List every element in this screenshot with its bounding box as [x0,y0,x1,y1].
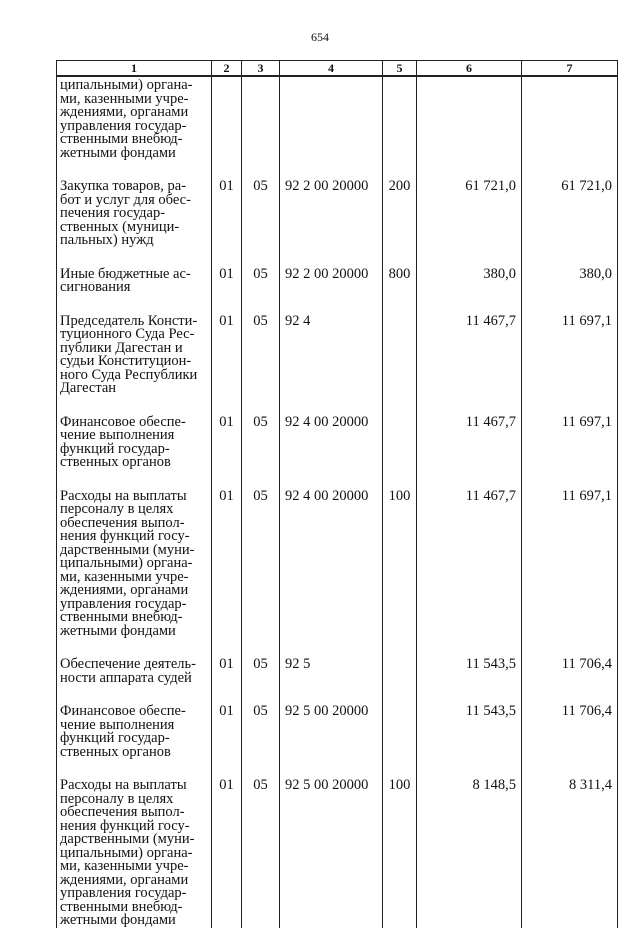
row-spacer [57,470,618,488]
row-amount-1-cell: 8 148,5 [417,777,522,928]
row-amount-1-cell [417,76,522,160]
row-section-cell: 01 [212,777,242,928]
row-amount-1-cell: 380,0 [417,266,522,295]
row-amount-2-cell: 11 697,1 [522,313,618,396]
table-row [57,313,618,396]
spacer-cell [242,160,280,178]
header-col-1: 1 [57,61,212,77]
row-name-cell: Закупка товаров, ра- бот и услуг для обес- печения государ- ственных (муници- пальных) нужд [57,178,212,248]
row-amount-1-cell: 11 467,7 [417,313,522,396]
row-amount-2-cell: 61 721,0 [522,178,618,248]
spacer-cell [522,685,618,703]
spacer-cell [383,160,417,178]
row-section-cell: 01 [212,313,242,396]
spacer-cell [242,470,280,488]
spacer-cell [383,759,417,777]
row-section-cell: 01 [212,178,242,248]
spacer-cell [57,248,212,266]
spacer-cell [417,295,522,313]
row-section-cell [212,76,242,160]
row-spacer [57,248,618,266]
spacer-cell [417,396,522,414]
row-expense-type-cell: 200 [383,178,417,248]
spacer-cell [417,160,522,178]
row-spacer [57,638,618,656]
spacer-cell [383,685,417,703]
row-target-article-cell: 92 2 00 20000 [280,266,383,295]
row-section-cell: 01 [212,266,242,295]
row-expense-type-cell [383,76,417,160]
row-expense-type-cell: 800 [383,266,417,295]
spacer-cell [212,638,242,656]
spacer-cell [522,248,618,266]
spacer-cell [212,759,242,777]
row-target-article-cell: 92 2 00 20000 [280,178,383,248]
row-target-article-cell: 92 4 00 20000 [280,488,383,639]
header-col-4: 4 [280,61,383,77]
row-amount-2-cell [522,76,618,160]
row-amount-2-cell: 8 311,4 [522,777,618,928]
header-col-2: 2 [212,61,242,77]
spacer-cell [280,295,383,313]
spacer-cell [57,759,212,777]
spacer-cell [417,470,522,488]
spacer-cell [280,396,383,414]
row-subsection-cell: 05 [242,703,280,759]
row-spacer [57,685,618,703]
spacer-cell [522,759,618,777]
spacer-cell [242,759,280,777]
spacer-cell [280,759,383,777]
row-section-cell: 01 [212,656,242,685]
header-col-5: 5 [383,61,417,77]
spacer-cell [212,160,242,178]
spacer-cell [383,295,417,313]
row-expense-type-cell [383,313,417,396]
row-spacer [57,759,618,777]
spacer-cell [57,638,212,656]
table-row [57,266,618,295]
row-spacer [57,160,618,178]
spacer-cell [417,685,522,703]
row-name-cell: Расходы на выплаты персоналу в целях обеспечения выпол- нения функций госу- дарственными (муни- ципальными) органа- ми, казенными учре- ждениями, органами управления государ- ственными внебюд- жетными фондами [57,488,212,639]
spacer-cell [242,295,280,313]
budget-table [56,60,618,928]
table-header-row [57,61,618,77]
spacer-cell [57,295,212,313]
table-row [57,703,618,759]
spacer-cell [417,638,522,656]
row-target-article-cell: 92 5 [280,656,383,685]
row-target-article-cell: 92 4 [280,313,383,396]
table-body [57,76,618,928]
row-amount-1-cell: 11 543,5 [417,703,522,759]
spacer-cell [383,638,417,656]
row-name-cell: ципальными) органа- ми, казенными учре- ждениями, органами управления государ- ственными внебюд- жетными фондами [57,76,212,160]
spacer-cell [383,470,417,488]
row-section-cell: 01 [212,488,242,639]
spacer-cell [242,396,280,414]
spacer-cell [57,396,212,414]
row-subsection-cell: 05 [242,777,280,928]
row-amount-2-cell: 380,0 [522,266,618,295]
spacer-cell [57,160,212,178]
row-amount-1-cell: 61 721,0 [417,178,522,248]
row-amount-1-cell: 11 467,7 [417,414,522,470]
row-expense-type-cell [383,656,417,685]
spacer-cell [242,685,280,703]
row-target-article-cell: 92 5 00 20000 [280,703,383,759]
row-subsection-cell: 05 [242,313,280,396]
row-expense-type-cell [383,703,417,759]
spacer-cell [522,160,618,178]
spacer-cell [57,685,212,703]
header-col-6: 6 [417,61,522,77]
row-subsection-cell [242,76,280,160]
spacer-cell [522,396,618,414]
header-col-3: 3 [242,61,280,77]
spacer-cell [522,470,618,488]
spacer-cell [212,295,242,313]
table-row [57,76,618,160]
row-target-article-cell: 92 5 00 20000 [280,777,383,928]
row-section-cell: 01 [212,703,242,759]
table-row [57,488,618,639]
row-subsection-cell: 05 [242,488,280,639]
spacer-cell [280,638,383,656]
row-subsection-cell: 05 [242,266,280,295]
spacer-cell [383,396,417,414]
row-expense-type-cell: 100 [383,488,417,639]
header-col-7: 7 [522,61,618,77]
row-expense-type-cell: 100 [383,777,417,928]
row-name-cell: Обеспечение деятель- ности аппарата судей [57,656,212,685]
spacer-cell [212,248,242,266]
row-section-cell: 01 [212,414,242,470]
row-name-cell: Финансовое обеспе- чение выполнения функций государ- ственных органов [57,414,212,470]
row-name-cell: Финансовое обеспе- чение выполнения функций государ- ственных органов [57,703,212,759]
row-name-cell: Председатель Консти- туционного Суда Рес- публики Дагестан и судьи Конституцион- ного Суда Республики Дагестан [57,313,212,396]
row-name-cell: Иные бюджетные ас- сигнования [57,266,212,295]
row-amount-1-cell: 11 467,7 [417,488,522,639]
row-amount-2-cell: 11 697,1 [522,414,618,470]
spacer-cell [212,685,242,703]
spacer-cell [212,470,242,488]
row-spacer [57,295,618,313]
spacer-cell [242,248,280,266]
row-amount-2-cell: 11 706,4 [522,656,618,685]
spacer-cell [280,248,383,266]
spacer-cell [57,470,212,488]
page-number: 654 [311,30,329,44]
row-subsection-cell: 05 [242,414,280,470]
row-expense-type-cell [383,414,417,470]
table-row [57,656,618,685]
row-target-article-cell: 92 4 00 20000 [280,414,383,470]
spacer-cell [212,396,242,414]
spacer-cell [522,638,618,656]
spacer-cell [280,470,383,488]
row-subsection-cell: 05 [242,656,280,685]
table-row [57,178,618,248]
spacer-cell [417,759,522,777]
spacer-cell [280,160,383,178]
spacer-cell [522,295,618,313]
row-amount-2-cell: 11 697,1 [522,488,618,639]
row-name-cell: Расходы на выплаты персоналу в целях обеспечения выпол- нения функций госу- дарственными (муни- ципальными) органа- ми, казенными учре- ждениями, органами управления государ- ственными внебюд- жетными фондами [57,777,212,928]
row-subsection-cell: 05 [242,178,280,248]
row-target-article-cell [280,76,383,160]
row-amount-1-cell: 11 543,5 [417,656,522,685]
row-amount-2-cell: 11 706,4 [522,703,618,759]
spacer-cell [280,685,383,703]
row-spacer [57,396,618,414]
spacer-cell [417,248,522,266]
table-row [57,414,618,470]
spacer-cell [383,248,417,266]
spacer-cell [242,638,280,656]
